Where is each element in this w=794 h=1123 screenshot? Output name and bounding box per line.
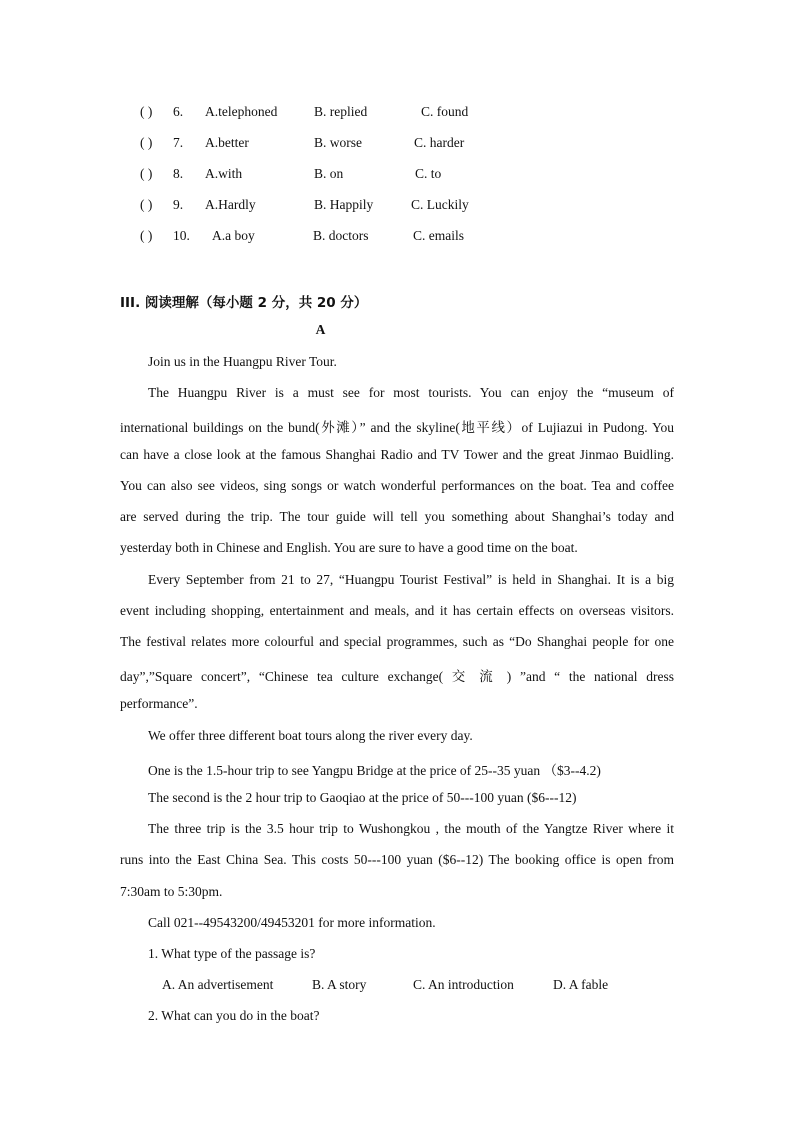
option-c: C. found (421, 104, 469, 119)
option-b: B. doctors (313, 228, 369, 243)
answer-blank[interactable]: ( ) (140, 166, 153, 181)
passage-line: Call 021--49543200/49453201 for more information. (148, 915, 436, 930)
question-1-options (0, 977, 794, 997)
question-number: 9. (173, 197, 184, 212)
passage-line: Every September from 21 to 27, “Huangpu Tourist Festival” is held in Shanghai. It is a big (148, 572, 674, 587)
passage-line: event including shopping, entertainment and meals, and it has certain effects on overseas visitors. (120, 603, 674, 618)
option-a: A.Hardly (205, 197, 256, 212)
answer-blank[interactable]: ( ) (140, 197, 153, 212)
answer-blank[interactable]: ( ) (140, 135, 153, 150)
passage-line: are served during the trip. The tour guide will tell you something about Shanghai’s today and (120, 509, 674, 524)
passage-line: One is the 1.5-hour trip to see Yangpu Bridge at the price of 25--35 yuan （$3--4.2) (148, 763, 601, 778)
option-c: C. to (415, 166, 442, 181)
passage-title: A (315, 322, 326, 337)
option-c: C. Luckily (411, 197, 469, 212)
passage-line: can have a close look at the famous Shanghai Radio and TV Tower and the great Jinmao Buidling. (120, 447, 674, 462)
passage-line: Join us in the Huangpu River Tour. (148, 354, 337, 369)
passage-line: runs into the East China Sea. This costs 50---100 yuan ($6--12) The booking office is open from (120, 852, 674, 867)
passage-line: yesterday both in Chinese and English. You are sure to have a good time on the boat. (120, 540, 578, 555)
question-number: 7. (173, 135, 184, 150)
option-b: B. worse (314, 135, 362, 150)
option-b: B. on (314, 166, 344, 181)
option-b: B. Happily (314, 197, 374, 212)
question-number: 6. (173, 104, 184, 119)
passage-line: The festival relates more colourful and special programmes, such as “Do Shanghai people for one (120, 634, 674, 649)
option-c: C. emails (413, 228, 464, 243)
passage-line: The three trip is the 3.5 hour trip to Wushongkou , the mouth of the Yangtze River where it (148, 821, 674, 836)
answer-blank[interactable]: ( ) (140, 104, 153, 119)
option-a: A.telephoned (205, 104, 278, 119)
option-a: A.better (205, 135, 249, 150)
section-heading: III. 阅读理解（每小题 2 分，共 20 分） (120, 295, 368, 311)
q1-option-c[interactable]: C. An introduction (413, 977, 514, 992)
passage-line: international buildings on the bund(外滩）” and the skyline(地平线）of Lujiazui in Pudong. You (120, 420, 674, 435)
passage-line: The Huangpu River is a must see for most tourists. You can enjoy the “museum of (148, 385, 674, 400)
q1-option-d[interactable]: D. A fable (553, 977, 609, 992)
q1-option-a[interactable]: A. An advertisement (162, 977, 274, 992)
passage-line: The second is the 2 hour trip to Gaoqiao at the price of 50---100 yuan ($6---12) (148, 790, 577, 805)
passage-line: performance”. (120, 696, 198, 711)
q1-option-b[interactable]: B. A story (312, 977, 367, 992)
option-a: A.with (205, 166, 243, 181)
question-number: 8. (173, 166, 184, 181)
question-2: 2. What can you do in the boat? (148, 1008, 320, 1023)
option-a: A.a boy (212, 228, 255, 243)
passage-line: day”,”Square concert”, “Chinese tea culture exchange( 交 流 ) ”and “ the national dress (120, 669, 674, 684)
answer-blank[interactable]: ( ) (140, 228, 153, 243)
question-1: 1. What type of the passage is? (148, 946, 316, 961)
passage-line: You can also see videos, sing songs or watch wonderful performances on the boat. Tea and coffee (120, 478, 674, 493)
passage-line: 7:30am to 5:30pm. (120, 884, 223, 899)
question-number: 10. (173, 228, 190, 243)
option-b: B. replied (314, 104, 368, 119)
option-c: C. harder (414, 135, 465, 150)
passage-line: We offer three different boat tours along the river every day. (148, 728, 473, 743)
